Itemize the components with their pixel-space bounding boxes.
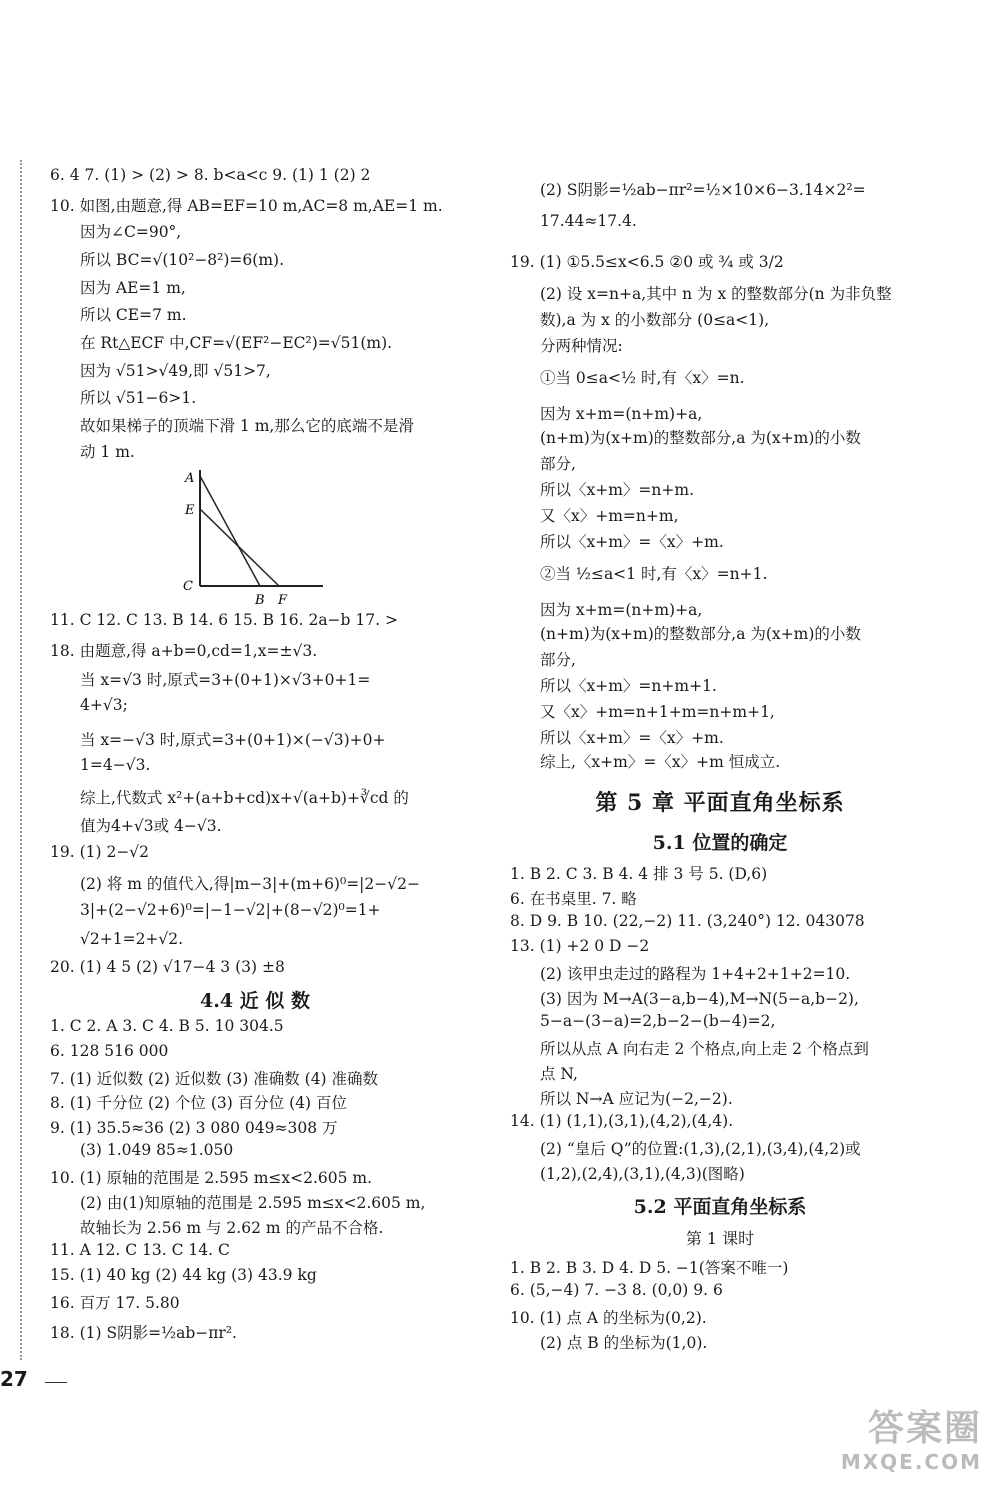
answer-line: 所以 N→A 应记为(−2,−2). (540, 1090, 733, 1108)
answer-line: 1=4−√3. (80, 756, 151, 774)
answer-line: 11. C 12. C 13. B 14. 6 15. B 16. 2a−b 17. > (50, 611, 398, 629)
answer-line: 当 x=−√3 时,原式=3+(0+1)×(−√3)+0+ (80, 731, 386, 749)
answer-line: 综上,〈x+m〉=〈x〉+m 恒成立. (540, 753, 781, 771)
answer-line: 6. 128 516 000 (50, 1042, 169, 1060)
watermark-url: MXQE.COM (840, 1450, 982, 1474)
answer-line: 8. D 9. B 10. (22,−2) 11. (3,240°) 12. 043078 (510, 912, 865, 930)
label-c: C (183, 579, 193, 594)
label-b: B (255, 593, 265, 608)
answer-line: 所以 √51−6>1. (80, 389, 197, 407)
section-heading: 5.1 位置的确定 (652, 832, 788, 854)
answer-line: 故轴长为 2.56 m 与 2.62 m 的产品不合格. (80, 1219, 384, 1237)
answer-line: (n+m)为(x+m)的整数部分,a 为(x+m)的小数 (540, 429, 861, 447)
answer-line: 当 x=√3 时,原式=3+(0+1)×√3+0+1= (80, 671, 371, 689)
answer-line: ①当 0≤a<½ 时,有〈x〉=n. (540, 369, 745, 387)
answer-line: 又〈x〉+m=n+1+m=n+m+1, (540, 703, 775, 721)
answer-line: 8. (1) 千分位 (2) 个位 (3) 百分位 (4) 百位 (50, 1094, 348, 1112)
answer-line: 7. (1) 近似数 (2) 近似数 (3) 准确数 (4) 准确数 (50, 1070, 379, 1088)
answer-line: 14. (1) (1,1),(3,1),(4,2),(4,4). (510, 1112, 734, 1130)
answer-line: (2) 将 m 的值代入,得|m−3|+(m+6)⁰=|2−√2− (80, 875, 420, 893)
answer-line: 因为 √51>√49,即 √51>7, (80, 362, 271, 380)
binding-margin (20, 160, 22, 1360)
answer-line: 动 1 m. (80, 443, 135, 461)
answer-line: (3) 1.049 85≈1.050 (80, 1141, 234, 1159)
answer-line: 所以〈x+m〉=〈x〉+m. (540, 729, 724, 747)
answer-line: 16. 百万 17. 5.80 (50, 1294, 180, 1312)
answer-line: (1,2),(2,4),(3,1),(4,3)(图略) (540, 1165, 745, 1183)
answer-line: 10. (1) 原轴的范围是 2.595 m≤x<2.605 m. (50, 1169, 373, 1187)
answer-line: (3) 因为 M→A(3−a,b−4),M→N(5−a,b−2), (540, 990, 859, 1008)
answer-line: (2) S阴影=½ab−πr²=½×10×6−3.14×2²= (540, 181, 866, 199)
answer-line: 13. (1) +2 0 D −2 (510, 937, 650, 955)
answer-line: 所以从点 A 向右走 2 个格点,向上走 2 个格点到 (540, 1040, 869, 1058)
answer-line: 所以 BC=√(10²−8²)=6(m). (80, 251, 284, 269)
answer-line: (2) 该甲虫走过的路程为 1+4+2+1+2=10. (540, 965, 851, 983)
section-heading: 5.2 平面直角坐标系 (633, 1196, 807, 1218)
answer-line: 在 Rt△ECF 中,CF=√(EF²−EC²)=√51(m). (80, 334, 393, 352)
answer-line: 因为 x+m=(n+m)+a, (540, 405, 703, 423)
label-a: A (185, 471, 195, 486)
label-e: E (185, 503, 195, 518)
answer-line: 所以 CE=7 m. (80, 306, 187, 324)
answer-line: 15. (1) 40 kg (2) 44 kg (3) 43.9 kg (50, 1266, 317, 1284)
answer-line: 10. 如图,由题意,得 AB=EF=10 m,AC=8 m,AE=1 m. (50, 197, 443, 215)
answer-line: 6. 4 7. (1) > (2) > 8. b<a<c 9. (1) 1 (2) 2 (50, 166, 371, 184)
answer-line: (n+m)为(x+m)的整数部分,a 为(x+m)的小数 (540, 625, 861, 643)
answer-line: 所以〈x+m〉=n+m+1. (540, 677, 717, 695)
answer-line: 11. A 12. C 13. C 14. C (50, 1241, 230, 1259)
page-number: 27 (0, 1367, 28, 1391)
answer-line: (2) “皇后 Q”的位置:(1,3),(2,1),(3,4),(4,2)或 (540, 1140, 861, 1158)
answer-line: 3|+(2−√2+6)⁰=|−1−√2|+(8−√2)⁰=1+ (80, 901, 381, 919)
answer-line: 20. (1) 4 5 (2) √17−4 3 (3) ±8 (50, 958, 285, 976)
answer-line: 6. 在书桌里. 7. 略 (510, 890, 637, 908)
answer-line: 因为 AE=1 m, (80, 279, 186, 297)
answer-line: 所以〈x+m〉=〈x〉+m. (540, 533, 724, 551)
answer-line: 部分, (540, 455, 576, 473)
answer-line: 综上,代数式 x²+(a+b+cd)x+√(a+b)+∛cd 的 (80, 789, 409, 807)
answer-line: 点 N, (540, 1065, 578, 1083)
answer-line: 10. (1) 点 A 的坐标为(0,2). (510, 1309, 707, 1327)
lesson-heading: 第 1 课时 (685, 1229, 755, 1248)
answer-line: 19. (1) ①5.5≤x<6.5 ②0 或 ¾ 或 3/2 (510, 253, 784, 271)
answer-line: 18. (1) S阴影=½ab−πr². (50, 1324, 237, 1342)
label-f: F (278, 593, 288, 608)
watermark-logo: 答案圈 (867, 1408, 982, 1449)
answer-line: 因为∠C=90°, (80, 223, 182, 241)
answer-line: (2) 由(1)知原轴的范围是 2.595 m≤x<2.605 m, (80, 1194, 426, 1212)
answer-line: 1. B 2. C 3. B 4. 4 排 3 号 5. (D,6) (510, 865, 768, 883)
answer-line: 1. C 2. A 3. C 4. B 5. 10 304.5 (50, 1017, 284, 1035)
answer-line: 17.44≈17.4. (540, 212, 637, 230)
answer-line: 又〈x〉+m=n+m, (540, 507, 679, 525)
answer-line: 5−a−(3−a)=2,b−2−(b−4)=2, (540, 1012, 776, 1030)
answer-line: 19. (1) 2−√2 (50, 843, 150, 861)
answer-line: 数),a 为 x 的小数部分 (0≤a<1), (540, 311, 770, 329)
answer-line: √2+1=2+√2. (80, 930, 184, 948)
answer-line: 6. (5,−4) 7. −3 8. (0,0) 9. 6 (510, 1281, 723, 1299)
page-number-rule (45, 1382, 67, 1383)
answer-line: 因为 x+m=(n+m)+a, (540, 601, 703, 619)
answer-line: 1. B 2. B 3. D 4. D 5. −1(答案不唯一) (510, 1259, 789, 1277)
ladder-figure (175, 462, 335, 612)
answer-line: (2) 点 B 的坐标为(1,0). (540, 1334, 708, 1352)
answer-line: 分两种情况: (540, 337, 623, 355)
answer-line: 18. 由题意,得 a+b=0,cd=1,x=±√3. (50, 642, 318, 660)
answer-line: 部分, (540, 651, 576, 669)
section-heading: 4.4 近 似 数 (200, 990, 310, 1012)
answer-line: ②当 ½≤a<1 时,有〈x〉=n+1. (540, 565, 768, 583)
answer-line: 4+√3; (80, 696, 128, 714)
answer-line: 9. (1) 35.5≈36 (2) 3 080 049≈308 万 (50, 1119, 338, 1137)
answer-line: 故如果梯子的顶端下滑 1 m,那么它的底端不是滑 (80, 417, 414, 435)
answer-line: 值为4+√3或 4−√3. (80, 817, 222, 835)
answer-line: (2) 设 x=n+a,其中 n 为 x 的整数部分(n 为非负整 (540, 285, 892, 303)
chapter-title: 第 5 章 平面直角坐标系 (595, 790, 845, 816)
answer-line: 所以〈x+m〉=n+m. (540, 481, 695, 499)
